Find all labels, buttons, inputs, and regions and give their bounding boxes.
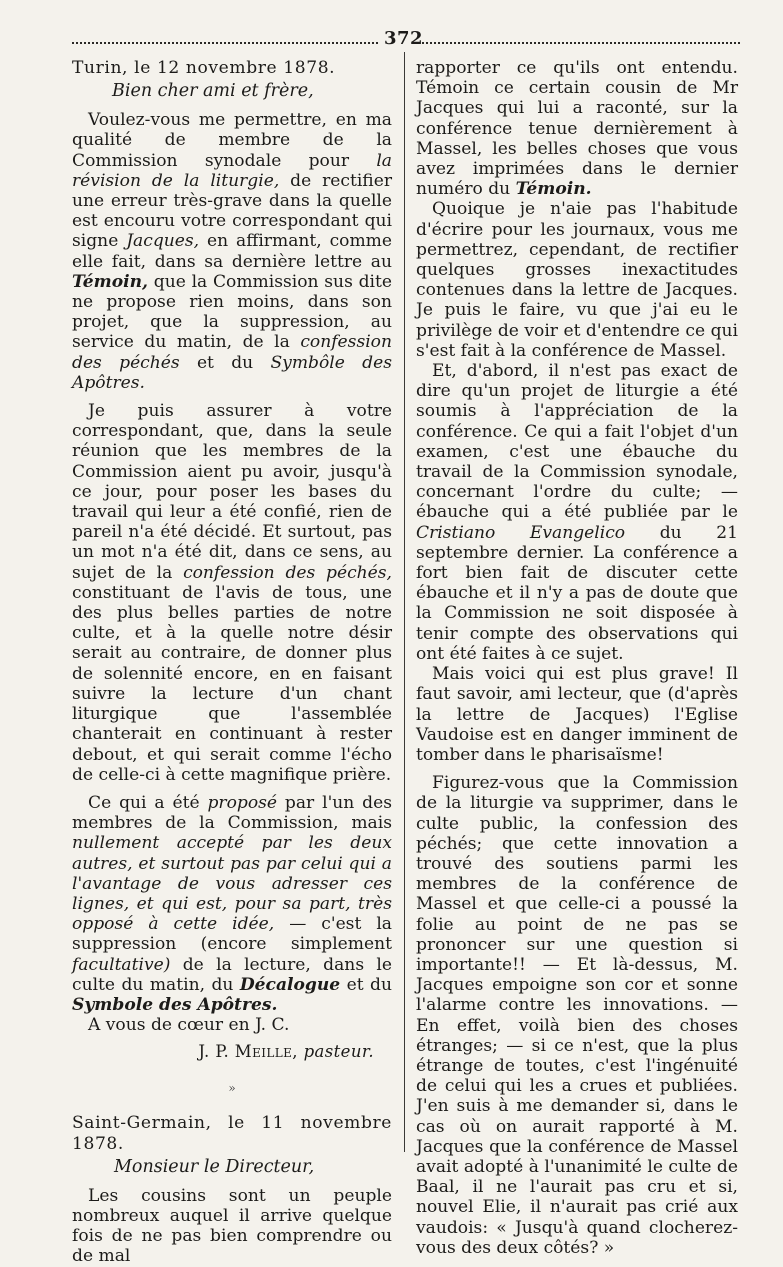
- letter2-dateline: Saint-Germain, le 11 novembre 1878.: [72, 1113, 392, 1154]
- letter1-paragraph-1: Voulez-vous me permettre, en ma qualité de membre de la Commission synodale pour la révision de la liturgie, de rectifier une erreur très-grave dans la quelle est encouru votre correspondant qui signe Jacques, en affirmant, comme elle fait, dans sa dernière lettre au Témoin, que la Commission sus dite ne propose rien moins, dans son projet, que la suppression, au service du matin, de la confession des péchés et du Symbôle des Apôtres.: [72, 110, 392, 393]
- letter-separator: »: [228, 1081, 236, 1096]
- letter1-paragraph-3: Ce qui a été proposé par l'un des membres de la Commission, mais nullement accepté par les deux autres, et surtout pas par celui qui a l'avantage de vous adresser ces lignes, et qui est, pour sa part, très opposé à cette idée, — c'est la suppression (encore simplement facultative) de la lecture, dans le culte du matin, du Décalogue et du Symbole des Apôtres.: [72, 792, 393, 1015]
- left-column: [72, 58, 392, 1267]
- letter1-salutation: Bien cher ami et frère,: [112, 81, 314, 102]
- letter2-paragraph-5: Figurez-vous que la Commission de la liturgie va supprimer, dans le culte public, la confession des péchés; que cette innovation a trouvé des soutiens parmi les membres de la conférence de Massel et que celle-ci a poussé la folie au point de ne pas se prononcer sur une question si importante!! — Et là-dessus, M. Jacques empoigne son cor et sonne l'alarme contre les innovations. — En effet, voilà bien des choses étranges; — si ce n'est, que la plus étrange de toutes, c'est l'ingénuité de celui qui les a crues et publiées. J'en suis à me demander si, dans le cas où on aurait rapporté à M. Jacques que la conférence de Massel avait adopté à l'unanimité le culte de Baal, il ne l'aurait pas cru et si, nouvel Elie, il n'aurait pas crié aux vaudois: « Jusqu'à quand clocherez-vous des deux côtés? »: [416, 773, 738, 1258]
- letter2-paragraph-1-start: Les cousins sont un peuple nombreux auquel il arrive quelque fois de ne pas bien comprendre ou de mal: [72, 1185, 392, 1267]
- letter1-dateline: Turin, le 12 novembre 1878.: [72, 58, 336, 78]
- right-column: [416, 58, 738, 1258]
- header-rule-right: [422, 42, 740, 44]
- signature-title: pasteur.: [303, 1042, 374, 1062]
- letter2-paragraph-4: Mais voici qui est plus grave! Il faut savoir, ami lecteur, que (d'après la lettre de Jacques) l'Eglise Vaudoise est en danger imminent de tomber dans le pharisaïsme!: [416, 664, 738, 765]
- letter2-paragraph-2: Quoique je n'aie pas l'habitude d'écrire pour les journaux, vous me permettrez, cependant, de rectifier quelques grosses inexactitudes contenues dans la lettre de Jacques. Je puis le faire, vu que j'ai eu le privilège de voir et d'entendre ce qui s'est fait à la conférence de Massel.: [416, 199, 738, 361]
- letter1-closing: A vous de cœur en J. C.: [88, 1015, 290, 1036]
- page-header: [72, 28, 740, 50]
- letter2-paragraph-3: Et, d'abord, il n'est pas exact de dire qu'un projet de liturgie a été soumis à l'appréciation de la conférence. Ce qui a fait l'objet d'un examen, c'est une ébauche du travail de la Commission synodale, concernant l'ordre du culte; — ébauche qui a été publiée par le Cristiano Evangelico du 21 septembre dernier. La conférence a fort bien fait de discuter cette ébauche et il n'y a pas de doute que la Commission ne soit disposée à tenir compte des observations qui ont été faites à ce sujet.: [416, 361, 738, 664]
- letter2-salutation: Monsieur le Directeur,: [114, 1156, 315, 1177]
- letter2-paragraph-1-continued: rapporter ce qu'ils ont entendu. Témoin ce certain cousin de Mr Jacques qui lui a raconté, sur la conférence tenue dernièrement à Massel, les belles choses que vous avez imprimées dans le dernier numéro du Témoin.: [416, 58, 738, 200]
- letter1-paragraph-2: Je puis assurer à votre correspondant, que, dans la seule réunion que les membres de la Commission aient pu avoir, jusqu'à ce jour, pour poser les bases du travail qui leur a été confié, rien de pareil n'a été décidé. Et surtout, pas un mot n'a été dit, dans ce sens, au sujet de la confession des péchés, constituant de l'avis de tous, une des plus belles parties de notre culte, et à la quelle notre désir serait au contraire, de donner plus de solennité encore, en en faisant suivre la lecture d'un chant liturgique que l'assemblée chanterait en continuant à rester debout, et qui serait comme l'écho de celle-ci à cette magnifique prière.: [72, 401, 392, 785]
- header-rule-left: [72, 42, 378, 44]
- column-divider: [404, 52, 405, 1152]
- letter1-signature: J. P. Meille, pasteur.: [198, 1042, 374, 1062]
- page-number: 372: [384, 28, 424, 49]
- signature-name: J. P. Meille: [198, 1042, 293, 1062]
